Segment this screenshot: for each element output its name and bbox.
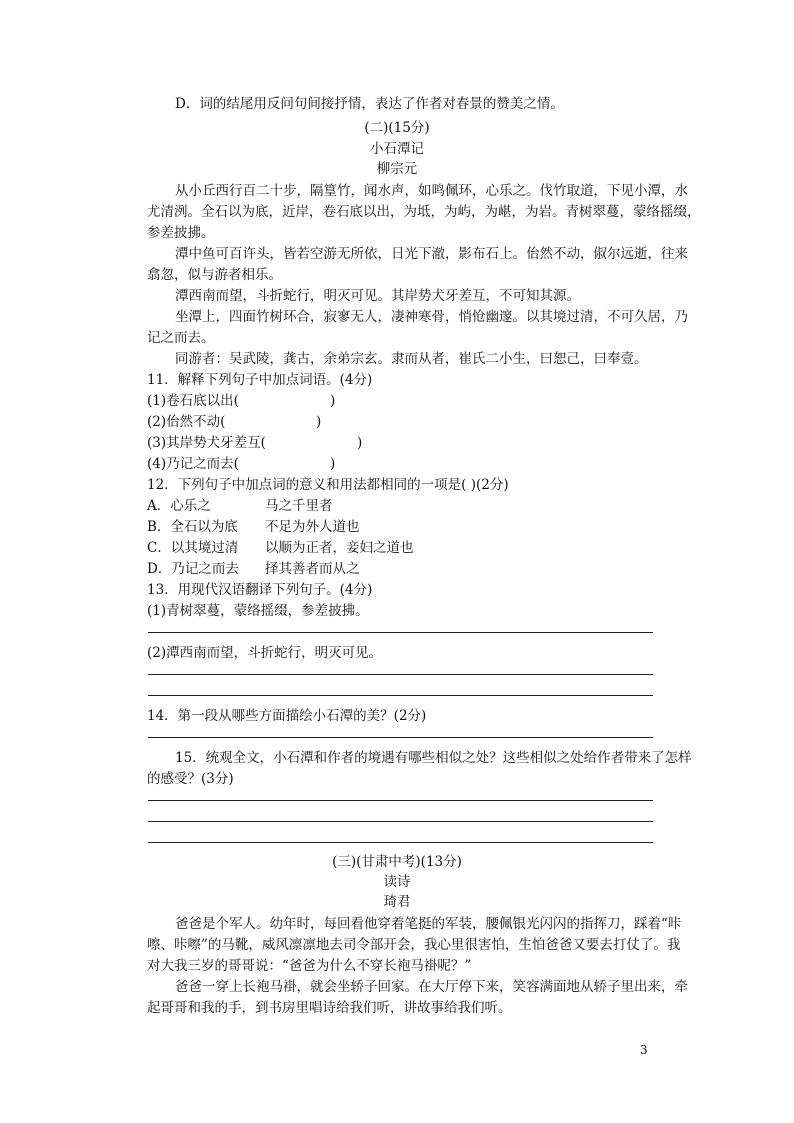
question-13: 13．用现代汉语翻译下列句子。(4分) [147, 582, 373, 598]
option-b-left: B．全石以为底 [147, 519, 238, 535]
answer-line [148, 842, 653, 843]
question-11-item: (2)佁然不动( [147, 414, 226, 430]
question-14: 14．第一段从哪些方面描绘小石潭的美？(2分) [147, 708, 427, 724]
passage-line: 从小丘西行百二十步，隔篁竹，闻水声，如鸣佩环，心乐之。伐竹取道，下见小潭，水 [175, 183, 688, 199]
section-heading-3: (三)(甘肃中考)(13分) [332, 854, 462, 870]
option-d-right: 择其善者而从之 [265, 561, 360, 577]
answer-line [148, 821, 653, 822]
d-option: D．词的结尾用反问句间接抒情，表达了作者对春景的赞美之情。 [175, 96, 564, 112]
option-d-left: D．乃记之而去 [147, 561, 239, 577]
passage-line: 潭中鱼可百许头，皆若空游无所依，日光下澈，影布石上。佁然不动，俶尔远逝，往来 [175, 246, 688, 262]
reading-line: 爸爸是个军人。幼年时，每回看他穿着笔挺的军装，腰佩银光闪闪的指挥刀，踩着“咔 [175, 916, 682, 932]
passage-author: 柳宗元 [376, 161, 418, 177]
question-11-item: (4)乃记之而去( [147, 456, 239, 472]
answer-blank-paren: ) [330, 393, 336, 409]
option-c-left: C．以其境过清 [147, 540, 239, 556]
question-13-item: (1)青树翠蔓，蒙络摇缀，参差披拂。 [147, 603, 369, 619]
reading-line: 爸爸一穿上长袍马褂，就会坐轿子回家。在大厅停下来，笑容满面地从轿子里出来，牵 [175, 979, 688, 995]
option-b-right: 不足为外人道也 [265, 519, 360, 535]
passage-line: 尤清洌。全石以为底，近岸，卷石底以出，为坻，为屿，为嵁，为岩。青树翠蔓，蒙络摇缀， [147, 204, 701, 220]
question-15: 15．统观全文，小石潭和作者的境遇有哪些相似之处？这些相似之处给作者带来了怎样 [175, 750, 692, 766]
option-c-right: 以顺为正者，妾妇之道也 [265, 540, 414, 556]
answer-line [148, 674, 653, 675]
answer-line [148, 800, 653, 801]
option-a-left: A．心乐之 [147, 498, 211, 514]
answer-line [148, 695, 653, 696]
passage-line: 同游者：吴武陵，龚古，余弟宗玄。隶而从者，崔氏二小生，曰恕己，曰奉壹。 [175, 351, 648, 367]
answer-line [148, 632, 653, 633]
answer-line [148, 737, 653, 738]
reading-title: 读诗 [383, 874, 411, 890]
reading-line: 对大我三岁的哥哥说：“爸爸为什么不穿长袍马褂呢？” [147, 958, 472, 974]
answer-blank-paren: ) [330, 456, 336, 472]
passage-line: 记之而去。 [147, 330, 215, 346]
question-11-item: (1)卷石底以出( [147, 393, 239, 409]
answer-blank-paren: ) [357, 435, 363, 451]
page-number: 3 [640, 1043, 648, 1057]
passage-line: 潭西南而望，斗折蛇行，明灭可见。其岸势犬牙差互，不可知其源。 [175, 288, 580, 304]
question-11-item: (3)其岸势犬牙差互( [147, 435, 266, 451]
answer-blank-paren: ) [316, 414, 322, 430]
question-15-cont: 的感受？(3分) [147, 771, 234, 787]
question-11: 11．解释下列句子中加点词语。(4分) [147, 372, 373, 388]
passage-line: 翕忽，似与游者相乐。 [147, 267, 282, 283]
question-12: 12．下列句子中加点词的意义和用法都相同的一项是( )(2分) [147, 477, 509, 493]
section-heading-2: (二)(15分) [364, 120, 430, 136]
passage-title: 小石潭记 [370, 141, 424, 157]
reading-author: 琦君 [383, 894, 411, 910]
reading-line: 嚓、咔嚓”的马靴，威风凛凛地去司令部开会，我心里很害怕，生怕爸爸又要去打仗了。我 [147, 937, 681, 953]
passage-line: 参差披拂。 [147, 225, 215, 241]
passage-line: 坐潭上，四面竹树环合，寂寥无人，凄神寒骨，悄怆幽邃。以其境过清，不可久居，乃 [175, 309, 688, 325]
reading-line: 起哥哥和我的手，到书房里唱诗给我们听，讲故事给我们听。 [147, 1000, 512, 1016]
option-a-right: 马之千里者 [265, 498, 333, 514]
question-13-item: (2)潭西南而望，斗折蛇行，明灭可见。 [147, 645, 383, 661]
